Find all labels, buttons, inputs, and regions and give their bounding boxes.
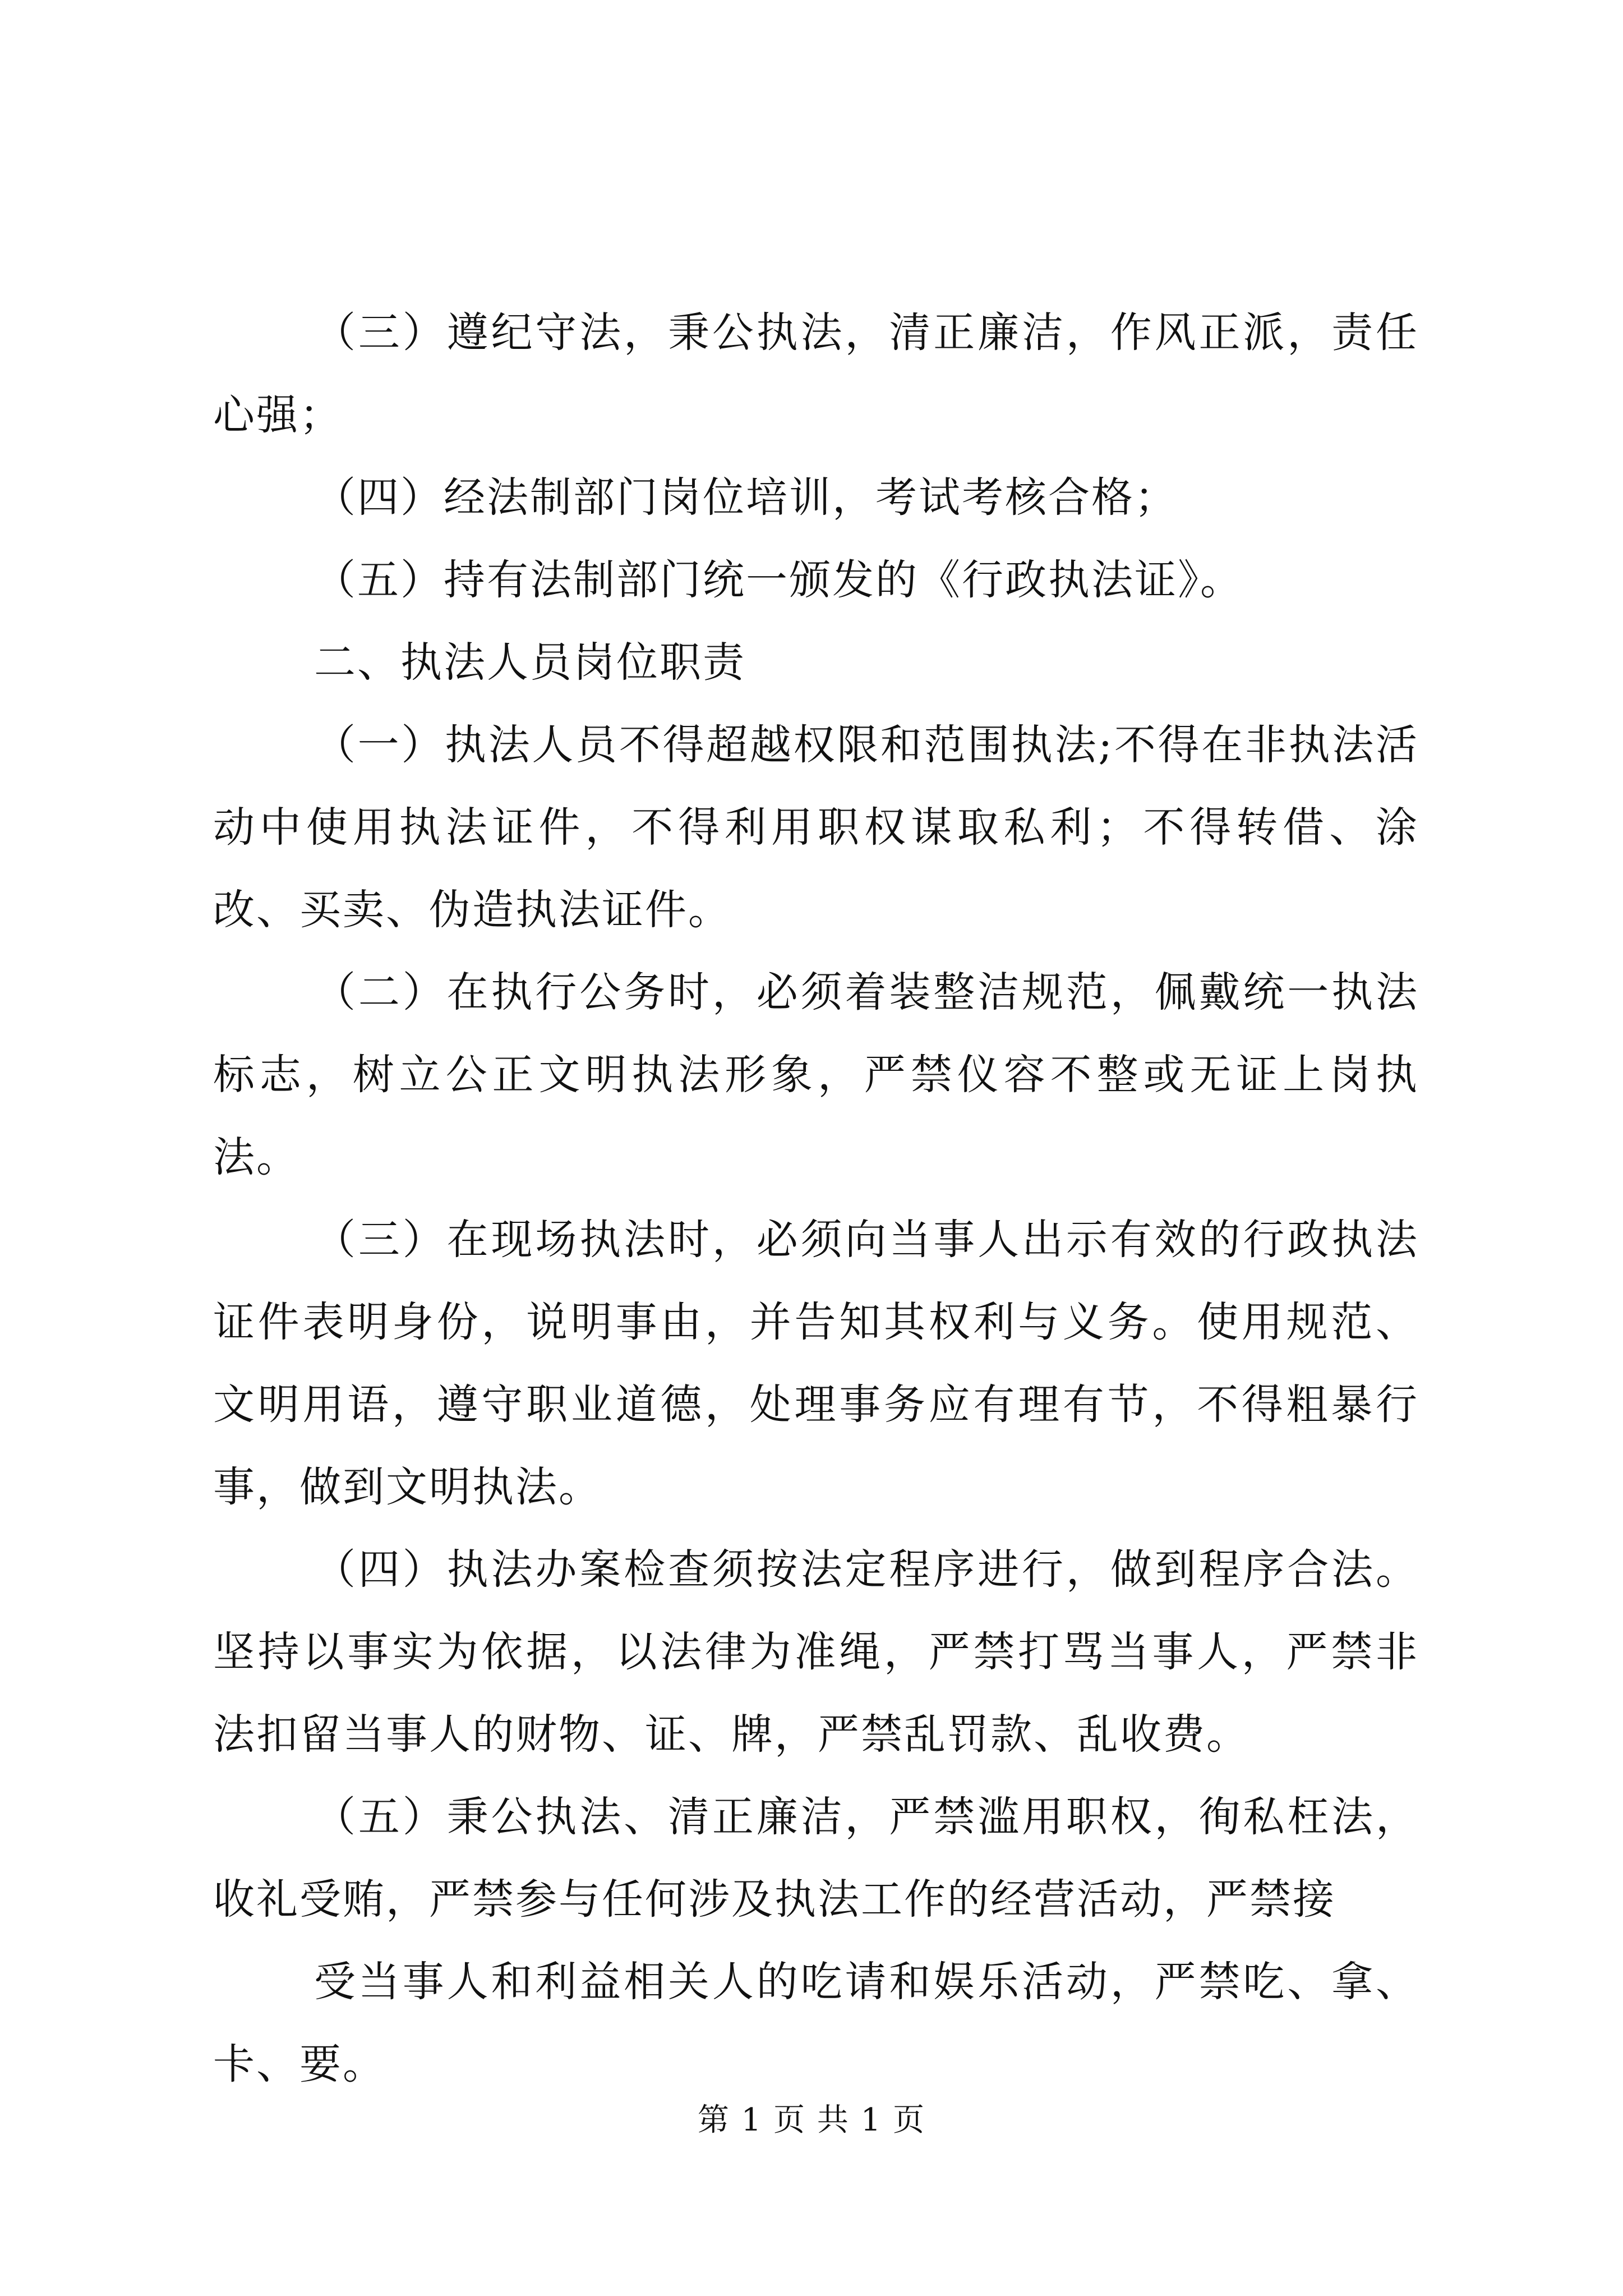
paragraph-duty-four: （四）经法制部门岗位培训，考试考核合格；: [314, 473, 1178, 522]
document-body: [213, 292, 1419, 2106]
paragraph-responsibility-one: （一）执法人员不得超越权限和范围执法;不得在非执法活动中使用执法证件，不得利用职权谋取私利；不得转借、涂改、买卖、伪造执法证件。: [213, 721, 1419, 934]
page-footer: 第 1 页 共 1 页: [697, 2102, 926, 2138]
paragraph-continuation: 受当事人和利益相关人的吃请和娱乐活动，严禁吃、拿、卡、要。: [213, 1958, 1419, 2088]
section-heading: 二、执法人员岗位职责: [314, 638, 746, 687]
paragraph-responsibility-four: （四）执法办案检查须按法定程序进行，做到程序合法。坚持以事实为依据，以法律为准绳，严禁打骂当事人，严禁非法扣留当事人的财物、证、牌，严禁乱罚款、乱收费。: [213, 1545, 1419, 1759]
paragraph-responsibility-three: （三）在现场执法时，必须向当事人出示有效的行政执法证件表明身份，说明事由，并告知其权利与义务。使用规范、文明用语，遵守职业道德，处理事务应有理有节，不得粗暴行事，做到文明执法。: [213, 1216, 1419, 1511]
paragraph-responsibility-five: （五）秉公执法、清正廉洁，严禁滥用职权，徇私枉法，收礼受贿，严禁参与任何涉及执法工作的经营活动，严禁接: [213, 1793, 1419, 1924]
paragraph-duty-three: （三）遵纪守法，秉公执法，清正廉洁，作风正派，责任心强；: [213, 309, 1419, 439]
paragraph-duty-five: （五）持有法制部门统一颁发的《行政执法证》。: [314, 556, 1243, 604]
paragraph-responsibility-two: （二）在执行公务时，必须着装整洁规范，佩戴统一执法标志，树立公正文明执法形象，严禁仪容不整或无证上岗执法。: [213, 968, 1419, 1181]
